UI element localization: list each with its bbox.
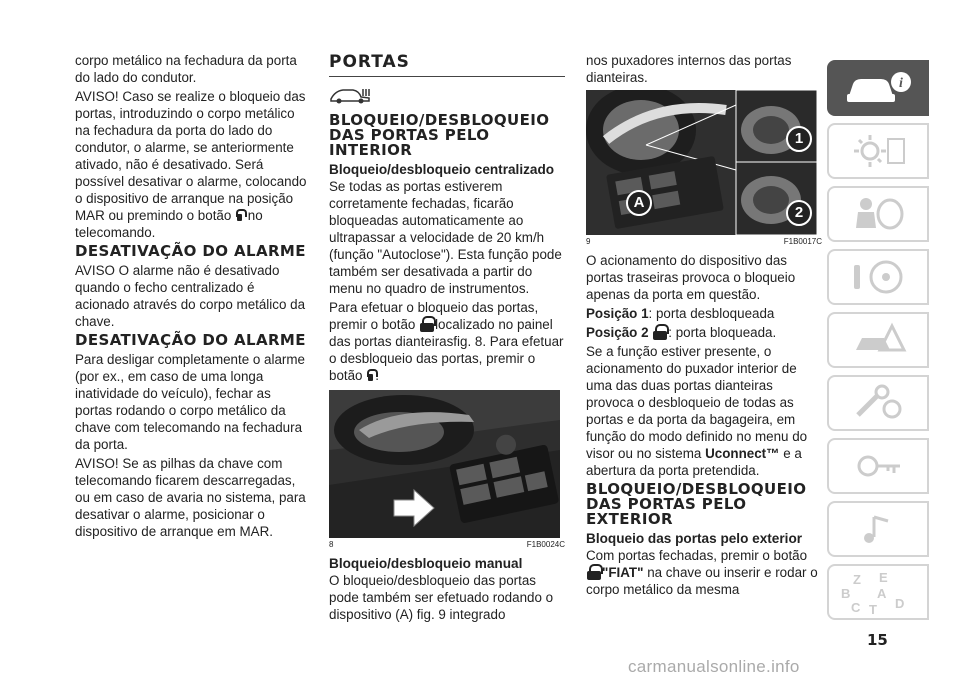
car-info-icon: [843, 68, 913, 108]
padlock-open-icon: [366, 369, 375, 381]
column-left: [75, 52, 309, 542]
figure-number: 9: [586, 237, 591, 246]
index-letter: T: [869, 602, 877, 617]
figure-caption: [329, 540, 565, 549]
svg-text:i: i: [899, 76, 903, 91]
button-name: "FIAT": [602, 565, 644, 580]
car-doors-icon: [329, 85, 565, 107]
index-letter: C: [851, 600, 861, 615]
index-letter: B: [841, 586, 851, 601]
paragraph-text: na chave ou inserir e rodar o corpo metálico da mesma: [586, 565, 818, 597]
section-title: PORTAS: [329, 52, 410, 72]
callout-badge: A: [626, 190, 652, 216]
paragraph: [329, 299, 565, 384]
key-icon: [848, 446, 908, 486]
paragraph: [586, 324, 822, 341]
paragraph-text: : porta bloqueada.: [668, 325, 777, 340]
paragraph-text: AVISO! Caso se realize o bloqueio das portas, introduzindo o corpo metálico na fechadura da porta do lado do condutor, o alarme, se anteriormente ativado, não é desativado. Será possível desativar o alarme, colocando o dispositivo de arranque na posição MAR ou premindo o botão: [75, 89, 307, 223]
figure-code: F1B0024C: [526, 540, 565, 549]
subheading: Bloqueio das portas pelo exterior: [586, 531, 803, 546]
brand-name: Uconnect™: [705, 446, 780, 461]
figure-door-panel: [329, 390, 560, 538]
position-label: Posição 2: [586, 325, 649, 340]
paragraph-text: Se a função estiver presente, o acionamento do puxador interior de uma das duas portas dianteiras provoca o desbloqueio de todas as portas e da porta da bagageira, em função do modo definido no menu do visor ou no sistema: [586, 344, 808, 461]
index-letter: Z: [853, 572, 861, 587]
paragraph: [586, 343, 822, 479]
steering-wheel-icon: [848, 257, 908, 297]
watermark: carmanualsonline.info: [628, 657, 800, 676]
tab-lights[interactable]: [827, 123, 929, 179]
tab-driving[interactable]: [827, 249, 929, 305]
paragraph: O bloqueio/desbloqueio das portas pode também ser efetuado rodando o dispositivo (A) fig. 9 integrado: [329, 573, 554, 622]
column-right: [586, 52, 822, 600]
tab-emergency[interactable]: [827, 312, 929, 368]
heading: BLOQUEIO/DESBLOQUEIO DAS PORTAS PELO EXTERIOR: [586, 480, 807, 528]
paragraph: Se todas as portas estiverem corretamente fechadas, ficarão bloqueadas automaticamente ao ultrapassar a velocidade de 20 km/h (função "Autoclose"). Esta função pode também ser desativada a partir do menu no quadro de instrumentos.: [329, 179, 562, 296]
paragraph: Para desligar completamente o alarme (por ex., em caso de uma longa inatividade do veículo), fechar as portas rodando o corpo metálico da chave com telecomando na fechadura da porta.: [75, 352, 305, 452]
paragraph-text: .: [375, 368, 379, 383]
callout-badge: 2: [786, 200, 812, 226]
tab-technical-data[interactable]: [827, 438, 929, 494]
airbag-icon: [848, 194, 908, 234]
tab-maintenance[interactable]: [827, 375, 929, 431]
divider: [329, 76, 565, 77]
figure-code: F1B0017C: [783, 237, 822, 246]
padlock-icon: [586, 564, 602, 580]
padlock-icon: [419, 316, 435, 332]
subheading: Bloqueio/desbloqueio centralizado: [329, 162, 555, 177]
paragraph: [75, 88, 309, 241]
figure-caption: [586, 237, 822, 246]
dashboard-lights-icon: [848, 131, 908, 171]
index-letter: D: [895, 596, 905, 611]
figure-number: 8: [329, 540, 334, 549]
callout-badge: 1: [786, 126, 812, 152]
tab-car-info[interactable]: [827, 60, 929, 116]
figure-door-handle: [586, 90, 817, 235]
paragraph-text: Com portas fechadas, premir o botão: [586, 548, 808, 563]
index-letter: E: [879, 570, 888, 585]
tab-index[interactable]: [827, 564, 929, 620]
column-middle: [329, 52, 565, 625]
wrench-icon: [848, 383, 908, 423]
paragraph: O acionamento do dispositivo das portas traseiras provoca o bloqueio apenas da porta em questão.: [586, 253, 796, 302]
paragraph-text: Para efetuar o bloqueio das portas, premir o botão: [329, 300, 539, 332]
heading: DESATIVAÇÃO DO ALARME: [75, 242, 306, 260]
position-label: Posição 1: [586, 306, 649, 321]
paragraph: nos puxadores internos das portas dianteiras.: [586, 53, 792, 85]
paragraph: [586, 305, 822, 322]
chapter-tabs: [827, 60, 929, 627]
paragraph-text: e a abertura da porta pretendida.: [586, 446, 802, 478]
paragraph-text: localizado no painel das portas dianteirasfig. 8. Para efetuar o desbloqueio das portas, premir o botão: [329, 317, 564, 383]
heading: BLOQUEIO/DESBLOQUEIO DAS PORTAS PELO INTERIOR: [329, 111, 550, 159]
music-note-icon: [848, 509, 908, 549]
tab-safety[interactable]: [827, 186, 929, 242]
heading: DESATIVAÇÃO DO ALARME: [75, 331, 306, 349]
padlock-icon: [652, 324, 668, 340]
tab-multimedia[interactable]: [827, 501, 929, 557]
paragraph: AVISO! Se as pilhas da chave com telecomando ficarem descarregadas, ou em caso de avaria no sistema, para desativar o alarme, posicionar o dispositivo de arranque em MAR.: [75, 456, 306, 539]
subheading: Bloqueio/desbloqueio manual: [329, 556, 523, 571]
paragraph-text: : porta desbloqueada: [648, 306, 775, 321]
padlock-open-icon: [235, 209, 244, 221]
paragraph: corpo metálico na fechadura da porta do lado do condutor.: [75, 53, 297, 85]
paragraph-text: no telecomando.: [75, 208, 263, 240]
page-number: 15: [867, 631, 888, 649]
warning-car-icon: [848, 320, 908, 360]
index-letter: A: [877, 586, 887, 601]
paragraph: [586, 547, 822, 598]
paragraph: AVISO O alarme não é desativado quando o fecho centralizado é acionado através do corpo metálico da chave.: [75, 263, 306, 329]
